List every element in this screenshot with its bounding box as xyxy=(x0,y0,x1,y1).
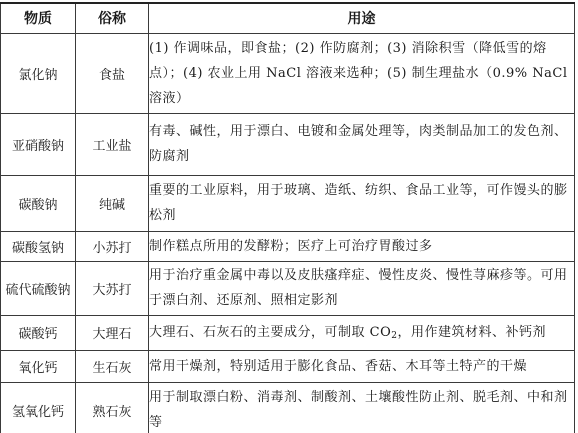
common-name-cell: 生石灰 xyxy=(76,350,149,382)
substance-cell: 硫代硫酸钠 xyxy=(1,261,76,315)
uses-text-before-subscript: 大理石、石灰石的主要成分，可制取 CO xyxy=(149,325,392,340)
table-row xyxy=(1,382,575,433)
uses-text-after-subscript: ，用作建筑材料、补钙剂 xyxy=(397,325,546,340)
table-row xyxy=(1,113,575,175)
uses-cell: 重要的工业原料，用于玻璃、造纸、纺织、食品工业等，可作馒头的膨松剂 xyxy=(149,175,575,231)
uses-cell: (1) 作调味品，即食盐；(2) 作防腐剂；(3) 消除积雪（降低雪的熔点）；(4) 农业上用 NaCl 溶液来选种；(5) 制生理盐水（0.9% NaCl 溶液） xyxy=(149,33,575,113)
uses-cell: 用于制取漂白粉、消毒剂、制酸剂、土壤酸性防止剂、脱毛剂、中和剂等 xyxy=(149,382,575,433)
substance-cell: 碳酸钠 xyxy=(1,175,76,231)
substance-cell: 碳酸钙 xyxy=(1,315,76,350)
common-name-cell: 熟石灰 xyxy=(76,382,149,433)
table-row xyxy=(1,175,575,231)
co2-subscript: 2 xyxy=(391,331,398,341)
substances-table xyxy=(0,2,575,433)
uses-cell: 有毒、碱性，用于漂白、电镀和金属处理等，肉类制品加工的发色剂、防腐剂 xyxy=(149,113,575,175)
header-substance: 物质 xyxy=(1,3,76,33)
substance-cell: 碳酸氢钠 xyxy=(1,231,76,261)
common-name-cell: 工业盐 xyxy=(76,113,149,175)
common-name-cell: 大理石 xyxy=(76,315,149,350)
header-uses: 用途 xyxy=(149,3,575,33)
header-common-name: 俗称 xyxy=(76,3,149,33)
table-row xyxy=(1,261,575,315)
common-name-cell: 大苏打 xyxy=(76,261,149,315)
substance-cell: 氯化钠 xyxy=(1,33,76,113)
uses-cell: 常用干燥剂，特别适用于膨化食品、香菇、木耳等土特产的干燥 xyxy=(149,350,575,382)
substance-cell: 亚硝酸钠 xyxy=(1,113,76,175)
common-name-cell: 纯碱 xyxy=(76,175,149,231)
uses-cell: 用于治疗重金属中毒以及皮肤瘙痒症、慢性皮炎、慢性荨麻疹等。可用于漂白剂、还原剂、照相定影剂 xyxy=(149,261,575,315)
table-row xyxy=(1,350,575,382)
substance-cell: 氧化钙 xyxy=(1,350,76,382)
common-name-cell: 小苏打 xyxy=(76,231,149,261)
uses-cell: 制作糕点所用的发酵粉；医疗上可治疗胃酸过多 xyxy=(149,231,575,261)
table-header-row xyxy=(1,3,575,33)
uses-cell xyxy=(149,315,575,350)
table-row xyxy=(1,315,575,350)
substance-cell: 氢氧化钙 xyxy=(1,382,76,433)
table-row xyxy=(1,231,575,261)
table-row xyxy=(1,33,575,113)
common-name-cell: 食盐 xyxy=(76,33,149,113)
